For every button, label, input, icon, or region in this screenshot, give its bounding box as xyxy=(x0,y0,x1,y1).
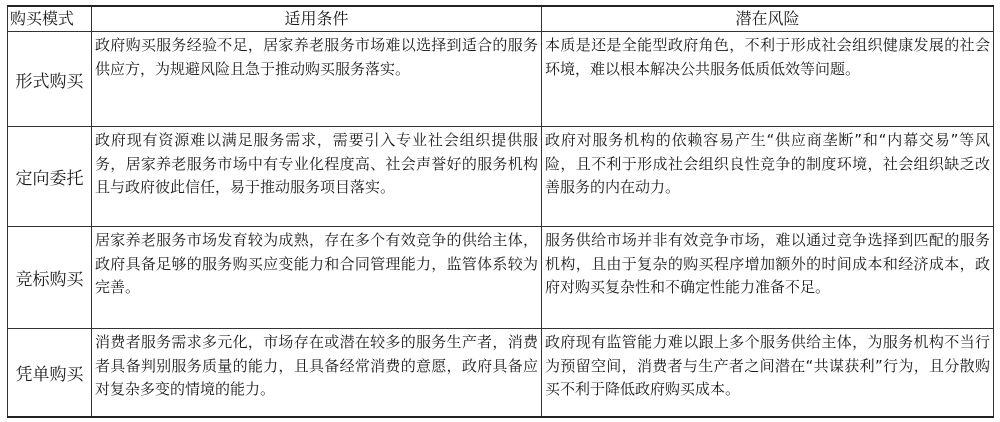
table-row xyxy=(8,329,994,418)
table-row xyxy=(8,32,994,127)
mode-cell: 凭单购买 xyxy=(8,329,92,418)
risk-cell: 政府现有监管能力难以跟上多个服务供给主体，为服务机构不当行为预留空间，消费者与生产者之间潜在“共谋获利”行为，且分散购买不利于降低政府购买成本。 xyxy=(542,329,994,418)
condition-cell: 政府现有资源难以满足服务需求，需要引入专业社会组织提供服务，居家养老服务市场中有专业化程度高、社会声誉好的服务机构且与政府彼此信任，易于推动服务项目落实。 xyxy=(92,127,542,227)
risk-cell: 本质是还是全能型政府角色，不利于形成社会组织健康发展的社会环境，难以根本解决公共服务低质低效等问题。 xyxy=(542,32,994,127)
condition-cell: 消费者服务需求多元化，市场存在或潜在较多的服务生产者，消费者具备判别服务质量的能力，且具备经常消费的意愿，政府具备应对复杂多变的情境的能力。 xyxy=(92,329,542,418)
header-potential-risks: 潜在风险 xyxy=(542,6,994,32)
condition-cell: 政府购买服务经验不足，居家养老服务市场难以选择到适合的服务供应方，为规避风险且急于推动购买服务落实。 xyxy=(92,32,542,127)
table-header-row xyxy=(8,6,994,32)
risk-cell: 服务供给市场并非有效竞争市场，难以通过竞争选择到匹配的服务机构，且由于复杂的购买程序增加额外的时间成本和经济成本，政府对购买复杂性和不确定性能力准备不足。 xyxy=(542,227,994,329)
table-row xyxy=(8,227,994,329)
table-row xyxy=(8,127,994,227)
header-applicable-conditions: 适用条件 xyxy=(92,6,542,32)
mode-cell: 定向委托 xyxy=(8,127,92,227)
mode-cell: 竞标购买 xyxy=(8,227,92,329)
condition-cell: 居家养老服务市场发育较为成熟，存在多个有效竞争的供给主体，政府具备足够的服务购买应变能力和合同管理能力，监管体系较为完善。 xyxy=(92,227,542,329)
risk-cell: 政府对服务机构的依赖容易产生“供应商垄断”和“内幕交易”等风险，且不利于形成社会组织良性竞争的制度环境，社会组织缺乏改善服务的内在动力。 xyxy=(542,127,994,227)
mode-cell: 形式购买 xyxy=(8,32,92,127)
purchase-mode-table xyxy=(7,5,994,418)
header-purchase-mode: 购买模式 xyxy=(8,6,92,32)
policy-table-container xyxy=(7,5,993,418)
